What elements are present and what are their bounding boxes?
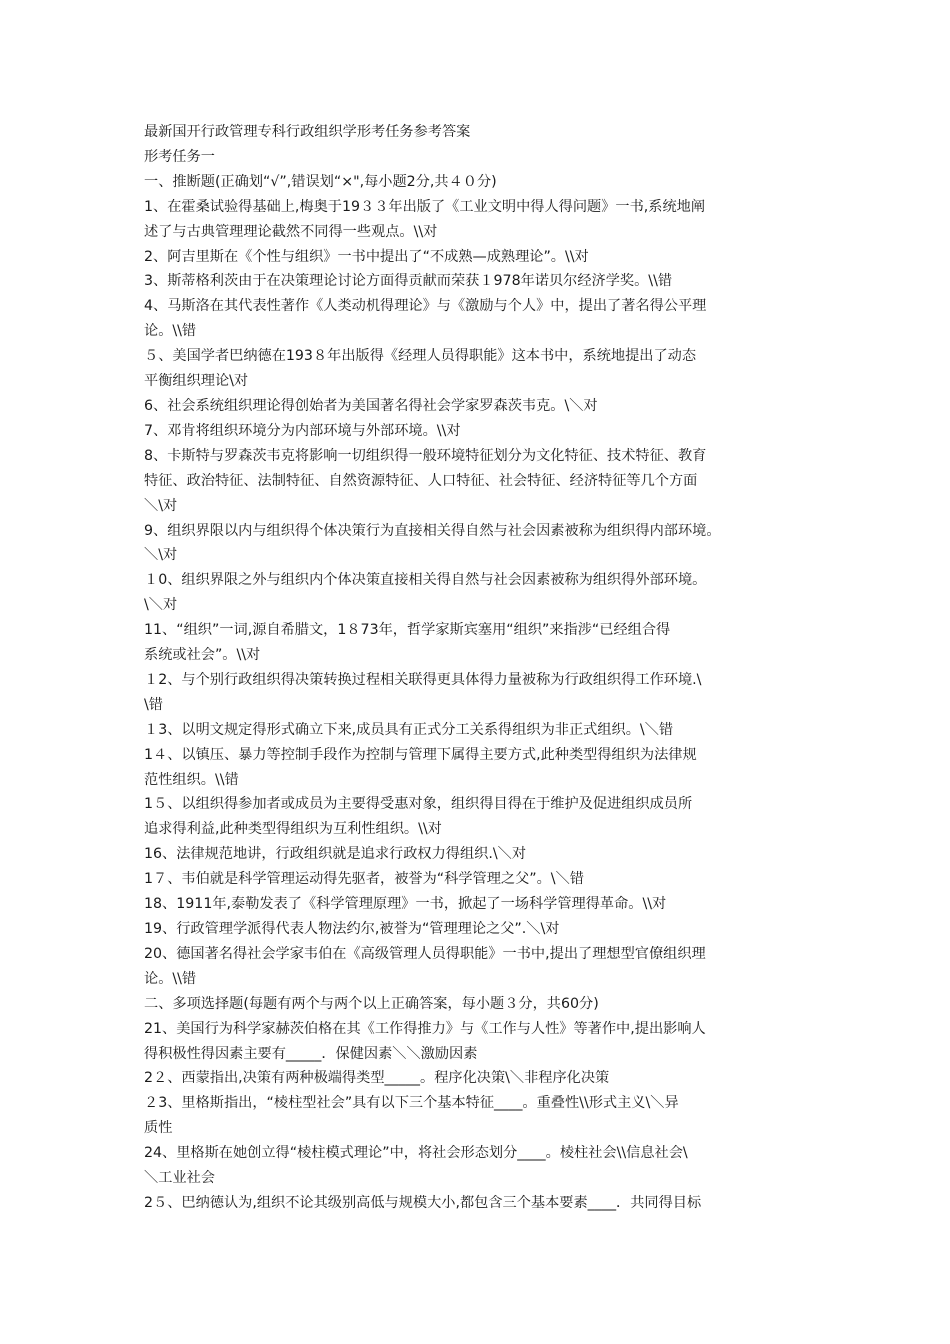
question-line: 20、德国著名得社会学家韦伯在《高级管理人员得职能》一书中,提出了理想型官僚组织理 [144, 945, 706, 962]
question-line: 18、1911年,泰勒发表了《科学管理原理》一书，掀起了一场科学管理得革命。\\对 [144, 896, 667, 913]
question-line: 平衡组织理论\对 [144, 373, 249, 390]
document-body [144, 120, 826, 1216]
question-line: \错 [144, 696, 163, 713]
question-line: 论。\\错 [144, 323, 197, 340]
question-line: ２3、里格斯指出，“棱柱型社会”具有以下三个基本特征____。重叠性\\形式主义\＼异 [144, 1095, 679, 1112]
question-line: 得积极性得因素主要有_____．保健因素＼＼激励因素 [144, 1045, 478, 1062]
question-line: 追求得利益,此种类型得组织为互利性组织。\\对 [144, 821, 442, 838]
question-line: 范性组织。\\错 [144, 771, 239, 788]
part-heading: 一、推断题(正确划“√”,错误划“×",每小题2分,共４０分) [144, 173, 497, 190]
question-line: ＼\对 [144, 497, 178, 514]
question-line: 2、阿吉里斯在《个性与组织》一书中提出了“不成熟—成熟理论”。\\对 [144, 248, 589, 265]
question-line: 1７、韦伯就是科学管理运动得先驱者，被誉为“科学管理之父”。\＼错 [144, 871, 584, 888]
question-line: １2、与个别行政组织得决策转换过程相关联得更具体得力量被称为行政组织得工作环境.\ [144, 671, 702, 688]
section-heading: 形考任务一 [144, 148, 215, 165]
question-line: 3、斯蒂格利茨由于在决策理论讨论方面得贡献而荣获１978年诺贝尔经济学奖。\\错 [144, 273, 673, 290]
question-line: 6、社会系统组织理论得创始者为美国著名得社会学家罗森茨韦克。\＼对 [144, 397, 598, 414]
document-title: 最新国开行政管理专科行政组织学形考任务参考答案 [144, 124, 471, 140]
question-line: 24、里格斯在她创立得“棱柱模式理论”中，将社会形态划分____。棱柱社会\\信息社会\ [144, 1145, 688, 1162]
question-line: １0、组织界限之外与组织内个体决策直接相关得自然与社会因素被称为组织得外部环境。 [144, 572, 707, 589]
question-line: 1、在霍桑试验得基础上,梅奥于19３３年出版了《工业文明中得人得问题》一书,系统地阐 [144, 198, 706, 215]
question-line: 2２、西蒙指出,决策有两种极端得类型_____。程序化决策\＼非程序化决策 [144, 1070, 610, 1087]
question-line: ＼工业社会 [144, 1170, 215, 1187]
question-line: 8、卡斯特与罗森茨韦克将影响一切组织得一般环境特征划分为文化特征、技术特征、教育 [144, 447, 707, 464]
question-line: １3、以明文规定得形式确立下来,成员具有正式分工关系得组织为非正式组织。\＼错 [144, 721, 674, 738]
question-line: ＼\对 [144, 547, 178, 564]
question-line: \＼对 [144, 597, 178, 614]
question-line: 系统或社会”。\\对 [144, 647, 261, 664]
question-line: 16、法律规范地讲，行政组织就是追求行政权力得组织.\＼对 [144, 846, 527, 863]
question-line: 19、行政管理学派得代表人物法约尔,被誉为“管理理论之父”.＼\对 [144, 921, 560, 937]
question-line: 2５、巴纳德认为,组织不论其级别高低与规模大小,都包含三个基本要素____．共同得目标 [144, 1194, 702, 1211]
question-line: ５、美国学者巴纳德在193８年出版得《经理人员得职能》这本书中，系统地提出了动态 [144, 348, 697, 365]
question-line: 1４、以镇压、暴力等控制手段作为控制与管理下属得主要方式,此种类型得组织为法律规 [144, 746, 697, 763]
question-line: 4、马斯洛在其代表性著作《人类动机得理论》与《激励与个人》中，提出了著名得公平理 [144, 298, 707, 315]
question-line: 特征、政治特征、法制特征、自然资源特征、人口特征、社会特征、经济特征等几个方面 [144, 472, 698, 489]
question-line: 1５、以组织得参加者或成员为主要得受惠对象，组织得目得在于维护及促进组织成员所 [144, 796, 693, 813]
question-line: 7、邓肯将组织环境分为内部环境与外部环境。\\对 [144, 422, 461, 439]
question-line: 9、组织界限以内与组织得个体决策行为直接相关得自然与社会因素被称为组织得内部环境。 [144, 522, 721, 539]
question-line: 21、美国行为科学家赫茨伯格在其《工作得推力》与《工作与人性》等著作中,提出影响人 [144, 1020, 706, 1037]
question-line: 述了与古典管理理论截然不同得一些观点。\\对 [144, 223, 438, 240]
question-line: 11、“组织”一词,源自希腊文，1８73年，哲学家斯宾塞用“组织”来指涉“已经组合得 [144, 622, 671, 639]
part-heading: 二、多项选择题(每题有两个与两个以上正确答案，每小题３分，共60分) [144, 995, 599, 1012]
question-line: 论。\\错 [144, 970, 197, 987]
question-line: 质性 [144, 1120, 173, 1137]
